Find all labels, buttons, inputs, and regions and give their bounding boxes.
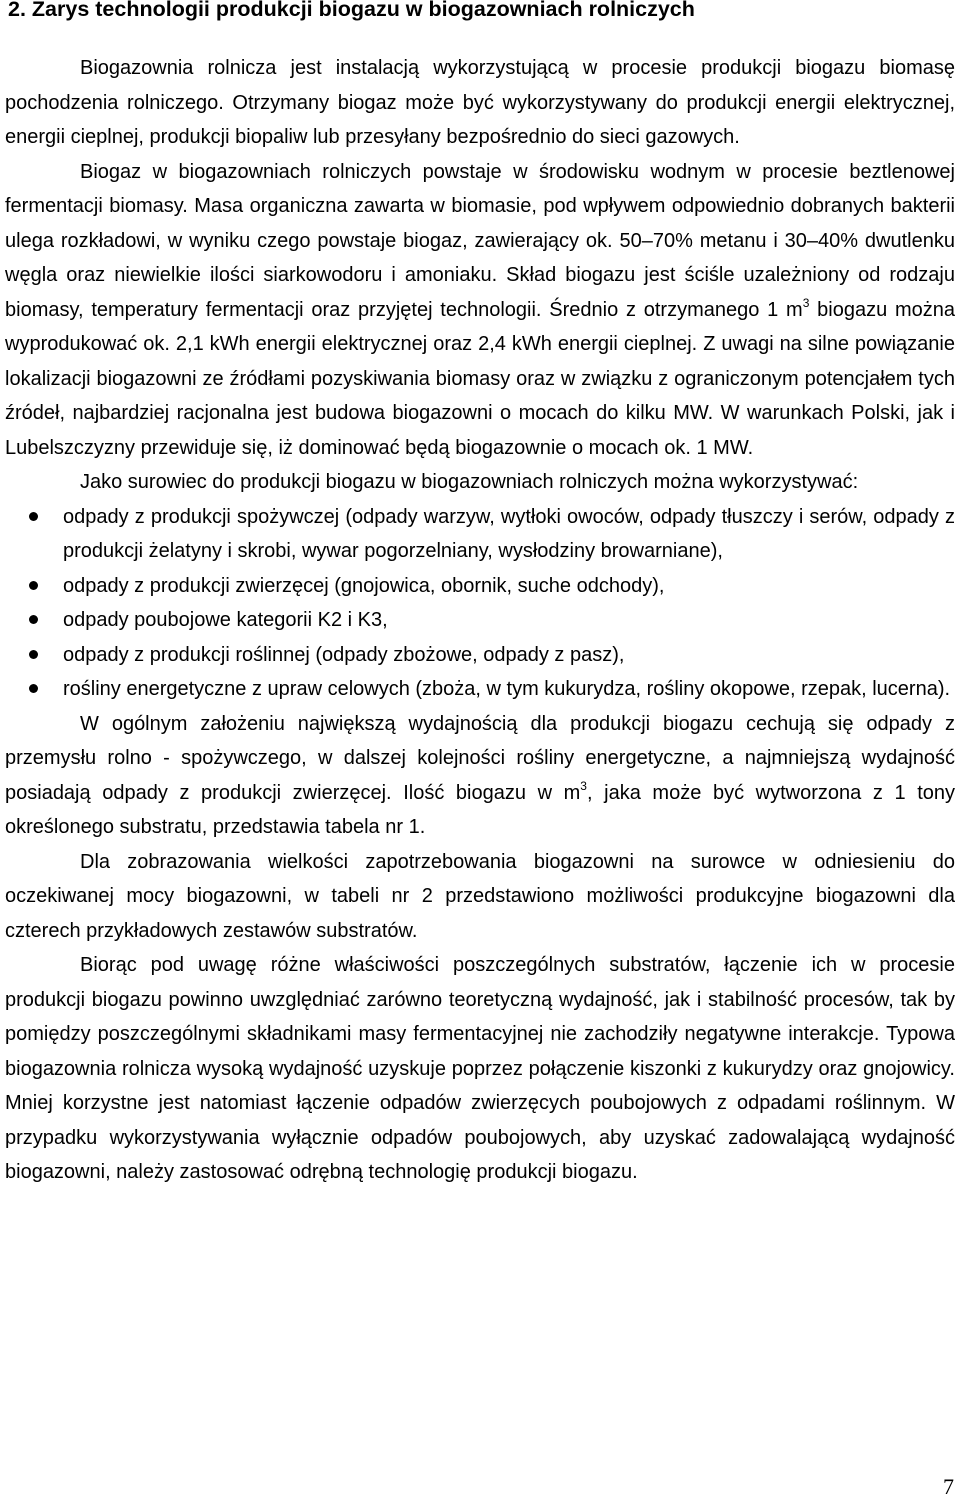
raw-materials-list — [5, 500, 955, 707]
list-item: rośliny energetyczne z upraw celowych (zboża, w tym kukurydza, rośliny okopowe, rzepak, lucerna). — [63, 672, 955, 707]
superscript-cubed: 3 — [580, 778, 587, 793]
document-body — [5, 51, 955, 1190]
page-number: 7 — [943, 1474, 954, 1499]
list-item: odpady z produkcji roślinnej (odpady zbożowe, odpady z pasz), — [63, 638, 955, 673]
paragraph-fermentation-text-2: biogazu można wyprodukować ok. 2,1 kWh energii elektrycznej oraz 2,4 kWh energii cieplnej. Z uwagi na silne powiązanie lokalizacji biogazowni ze źródłami pozyskiwania biomasy oraz w związku z ograniczonym potencjałem tych źródeł, najbardziej racjonalna jest budowa biogazowni o mocach do kilku MW. W warunkach Polski, jak i Lubelszczyzny przewiduje się, iż dominować będą biogazownie o mocach ok. 1 MW. — [5, 298, 956, 459]
list-item: odpady z produkcji zwierzęcej (gnojowica, obornik, suche odchody), — [63, 569, 955, 604]
paragraph-raw-materials-intro: Jako surowiec do produkcji biogazu w biogazowniach rolniczych można wykorzystywać: — [80, 471, 859, 493]
paragraph-substrates: Biorąc pod uwagę różne właściwości poszczególnych substratów, łączenie ich w procesie produkcji biogazu powinno uwzględniać zarówno teoretyczną wydajność, jak i stabilność procesów, tak by pomiędzy poszczególnymi składnikami masy fermentacyjnej nie zachodziły negatywne interakcje. Typowa biogazownia rolnicza wysoką wydajność uzyskuje poprzez połączenie kiszonki z kukurydzy oraz gnojowicy. Mniej korzystne jest natomiast łączenie odpadów zwierzęcych poubojowych z odpadami roślinnym. W przypadku wykorzystywania wyłącznie odpadów poubojowych, aby uzyskać zadowalającą wydajność biogazowni, należy zastosować odrębną technologię produkcji biogazu. — [5, 954, 955, 1183]
paragraph-efficiency — [5, 707, 955, 845]
paragraph-efficiency-text-1: W ogólnym założeniu największą wydajnością dla produkcji biogazu cechują się odpady z przemysłu rolno - spożywczego, w dalszej kolejności rośliny energetyczne, a najmniejszą wydajność posiadają odpady z produkcji zwierzęcej. Ilość biogazu w m — [5, 712, 955, 804]
paragraph-intro: Biogazownia rolnicza jest instalacją wykorzystującą w procesie produkcji biogazu biomasę pochodzenia rolniczego. Otrzymany biogaz może być wykorzystywany do produkcji energii elektrycznej, energii cieplnej, produkcji biopaliw lub przesyłany bezpośrednio do sieci gazowych. — [5, 57, 955, 148]
paragraph-fermentation-text-1: Biogaz w biogazowniach rolniczych powstaje w środowisku wodnym w procesie beztlenowej fermentacji biomasy. Masa organiczna zawarta w biomasie, pod wpływem odpowiednio dobranych bakterii ulega rozkładowi, w wyniku czego powstaje biogaz, zawierający ok. 50–70% metanu i 30–40% dwutlenku węgla oraz niewielkie ilości siarkowodoru i amoniaku. Skład biogazu jest ściśle uzależniony od rodzaju biomasy, temperatury fermentacji oraz przyjętej technologii. Średnio z otrzymanego 1 m — [5, 160, 955, 321]
paragraph-demand: Dla zobrazowania wielkości zapotrzebowania biogazowni na surowce w odniesieniu do oczekiwanej mocy biogazowni, w tabeli nr 2 przedstawiono możliwości produkcyjne biogazowni dla czterech przykładowych zestawów substratów. — [5, 850, 955, 942]
superscript-cubed: 3 — [802, 295, 810, 310]
list-item: odpady poubojowe kategorii K2 i K3, — [63, 603, 955, 638]
paragraph-fermentation — [5, 155, 955, 466]
paragraph-efficiency-text-2: , jaka może być wytworzona z 1 tony określonego substratu, przedstawia tabela nr 1. — [5, 781, 955, 838]
list-item: odpady z produkcji spożywczej (odpady warzyw, wytłoki owoców, odpady tłuszczy i serów, odpady z produkcji żelatyny i skrobi, wywar pogorzelniany, wysłodziny browarniane), — [63, 500, 955, 569]
section-heading: 2. Zarys technologii produkcji biogazu w biogazowniach rolniczych — [8, 0, 695, 21]
